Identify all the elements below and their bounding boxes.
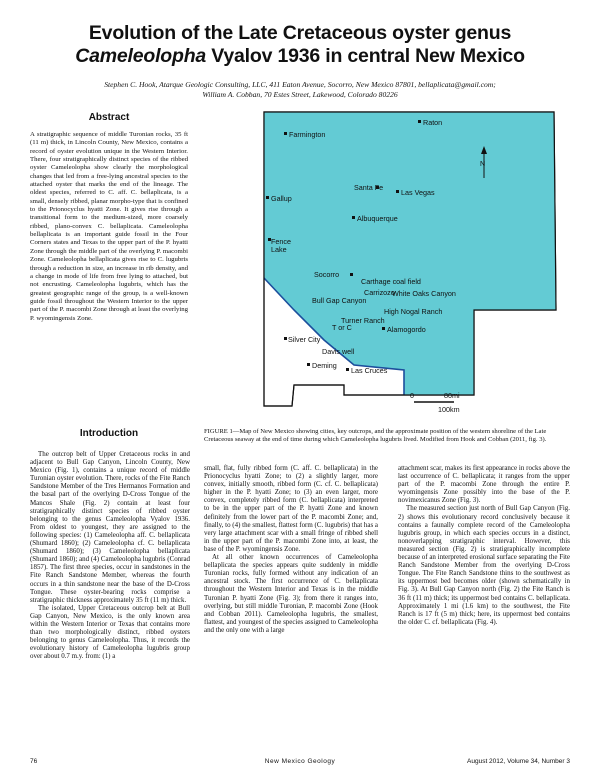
intro-paragraph-2: The isolated, Upper Cretaceous outcrop belt at Bull Gap Canyon, New Mexico, is the only known area within the Western Interior or Texas that contains more than two morphologically distinct, ribbed oysters belonging to genus Cameleolopha. Thus, it records the evolutionary history of Cameleolopha lugubris group over about 0.7 m.y. from: (1) a bbox=[30, 603, 190, 661]
page-number: 76 bbox=[30, 758, 38, 765]
place-carthage: Carthage coal field bbox=[361, 277, 421, 286]
scale-zero: 0 bbox=[410, 391, 414, 400]
place-davis-well: Davis well bbox=[322, 347, 355, 356]
new-mexico-map bbox=[204, 110, 570, 420]
place-carrizozo: Carrizozo bbox=[364, 288, 395, 297]
intro-paragraph-4: At all other known occurrences of Cameleolopha bellaplicata the species appears quite suddenly in middle Turonian rocks, fully formed without any indication of an ancestral stock. The first occurrence of C. bellaplicata throughout the Western Interior and Texas is in the middle Turonian P. hyatti Zone (Fig. 3); from there it ranges into, overlying, but still middle Turonian, P. macombi Zone (Hook and Cobban 2011). Cameleolopha lugubris, the smallest, flattest, and youngest of the species assigned to Cameleolopha and the only one with a large bbox=[204, 553, 378, 634]
introduction-heading: Introduction bbox=[79, 428, 139, 439]
intro-column-2 bbox=[204, 464, 378, 752]
intro-paragraph-5: attachment scar, makes its first appearance in rocks above the last occurrence of C. bellaplicata; it ranges from the upper part of the P. macombi Zone through the entire P. wyomingensis Zone possibly into the base of the P. novimexicanus Zone (Fig. 3). bbox=[398, 464, 570, 505]
place-gallup: Gallup bbox=[271, 194, 292, 203]
intro-column-3 bbox=[398, 464, 570, 752]
place-fence: Fence bbox=[271, 237, 291, 246]
author-2: William A. Cobban, 70 Estes Street, Lakewood, Colorado 80226 bbox=[202, 90, 398, 99]
figure-caption: FIGURE 1—Map of New Mexico showing cities, key outcrops, and the approximate position of the western shoreline of the Late Cretaceous seaway at the end of time during which Cameleolopha lugubris lived. Modified from Hook and Cobban (2011, fig. 3). bbox=[204, 428, 547, 444]
abstract-text: A stratigraphic sequence of middle Turonian rocks, 35 ft (11 m) thick, in Lincoln County, New Mexico, contains a record of oyster evolution unique in the Western Interior. There, four stratigraphically distinct species of the ribbed oyster Cameleolopha show clearly the morphological changes that led from a free-lying ancestral species to the attached oyster that marks the end of the lineage. The oldest species, referred to C. aff. C. bellaplicata, is a small, densely ribbed, planar morpho-type that is confined to the Prionocyclus hyatti Zone. It gives rise through a transitional form to the medium-sized, more coarsely ribbed, plano-convex C. bellaplicata. Cameleolopha bellaplicata is an important guide fossil in the Four Corners states and Texas to the upper part of the P. hyatti Zone through the middle part of the overlying P. macombi Zone. Cameleolopha bellaplicata gives rise to C. lugubris through a reduction in size, an increase in rib density, and a change in mode of life from free lying to attached, but not encrusting. Cameleolopha lugubris, which has the greatest geographic range of the group, is a well-known guide fossil throughout the Western Interior to the upper part of the P. macombi Zone through at least the overlying P. wyomingensis Zone. bbox=[30, 131, 188, 322]
place-t-or-c: T or C bbox=[332, 323, 352, 332]
place-bull-gap: Bull Gap Canyon bbox=[312, 296, 367, 305]
place-alamogordo: Alamogordo bbox=[387, 325, 426, 334]
intro-paragraph-6: The measured section just north of Bull Gap Canyon (Fig. 2) shows this evolutionary record conclusively because it contains a faunally complete record of the Cameleolopha lugubris group, in which each species occurs in a distinct, nonoverlapping stratigraphic interval. However, this measured section (Fig. 2) is stratigraphically incomplete because of an interpreted erosional surface separating the Fite Ranch Sandstone Member from the overlying D-Cross Tongue. The Fite Ranch Sandstone thins to the southwest as its uppermost bed becomes older (shown schematically in Fig. 3). At Bull Gap Canyon north (Fig. 2) the Fite Ranch is 36 ft (11 m) thick; its uppermost bed contains C. bellaplicata. Approximately 1 mi (1.6 km) to the southwest, the Fite Ranch is 17 ft (5 m) thick; here, its uppermost bed contains the older C. cf. bellaplicata (Fig. 4). bbox=[398, 504, 570, 626]
place-farmington: Farmington bbox=[289, 130, 326, 139]
title-rest: Vyalov 1936 in central New Mexico bbox=[206, 45, 525, 67]
place-white-oaks: White Oaks Canyon bbox=[392, 289, 456, 298]
title-line-2 bbox=[0, 45, 600, 68]
place-santa-fe: Santa Fe bbox=[354, 183, 384, 192]
scale-km: 100km bbox=[438, 405, 460, 414]
place-raton: Raton bbox=[423, 118, 443, 127]
scale-mi: 80mi bbox=[444, 391, 460, 400]
author-1: Stephen C. Hook, Atarque Geologic Consulting, LLC, 411 Eaton Avenue, Socorro, New Mexico 87801, bellaplicata@gmail.com; bbox=[104, 80, 496, 89]
place-socorro: Socorro bbox=[314, 270, 340, 279]
intro-paragraph-3: small, flat, fully ribbed form (C. aff. C. bellaplicata) in the Prionocyclus hyatti Zone; to (2) a slightly larger, more convex, initially smooth, ribbed form (C. cf. C. bellaplicata) higher in the P. hyatti Zone; to (3) an even larger, more convex, completely ribbed form (C. bellaplicata) interpreted to be in the upper part of the P. hyatti Zone and known definitely from the lower part of the P. macombi Zone; and, finally, to (4) the smallest, flattest form (C. lugubris) that has a very large attachment scar with a small fringe of ribbed shell in the upper part of the P. macombi Zone into, at least, the base of the P. wyomingensis Zone. bbox=[204, 464, 378, 553]
intro-paragraph-1: The outcrop belt of Upper Cretaceous rocks in and adjacent to Bull Gap Canyon, Lincoln County, New Mexico (Fig. 1), contains a unique record of middle Turonian oyster evolution. There, rocks of the Fite Ranch Sandstone Member of the Tres Hermanos Formation and the basal part of the overlying D-Cross Tongue of the Mancos Shale (Fig. 2) contain at least four stratigraphically distinct species of ribbed oyster belonging to the genus Cameleolopha Vyalov 1936. From oldest to youngest, they are assigned to the following species: (1) Cameleolopha aff. C. bellaplicata (Shumard 1860); (2) Cameleolopha cf. C. bellaplicata (Shumard 1860); (3) Cameleolopha bellaplicata (Shumard 1860); and (4) Cameleolopha lugubris (Conrad 1857). The first three species, occur in sandstones in the Fite Ranch Sandstone Member, whereas the fourth occurs in a thin sandstone near the base of the D-Cross Tongue. These oyster-bearing rocks comprise a stratigraphic thickness approximately 35 ft (11 m) thick. bbox=[30, 450, 190, 604]
issue-info: August 2012, Volume 34, Number 3 bbox=[467, 758, 570, 765]
authors bbox=[0, 80, 600, 100]
title-line-1: Evolution of the Late Cretaceous oyster genus bbox=[88, 22, 512, 44]
place-las-vegas: Las Vegas bbox=[401, 188, 435, 197]
article-title bbox=[0, 22, 600, 68]
place-high-nogal: High Nogal Ranch bbox=[384, 307, 443, 316]
place-silver-city: Silver City bbox=[288, 335, 321, 344]
intro-column-1 bbox=[30, 450, 190, 752]
abstract-heading: Abstract bbox=[88, 112, 130, 123]
place-deming: Deming bbox=[312, 361, 337, 370]
place-albuquerque: Albuquerque bbox=[357, 214, 398, 223]
place-las-cruces: Las Cruces bbox=[351, 366, 388, 375]
title-genus: Cameleolopha bbox=[75, 45, 207, 67]
place-turner: Turner Ranch bbox=[341, 316, 385, 325]
journal-name: New Mexico Geology bbox=[264, 758, 336, 765]
north-label: N bbox=[480, 159, 486, 168]
place-lake: Lake bbox=[271, 245, 287, 254]
